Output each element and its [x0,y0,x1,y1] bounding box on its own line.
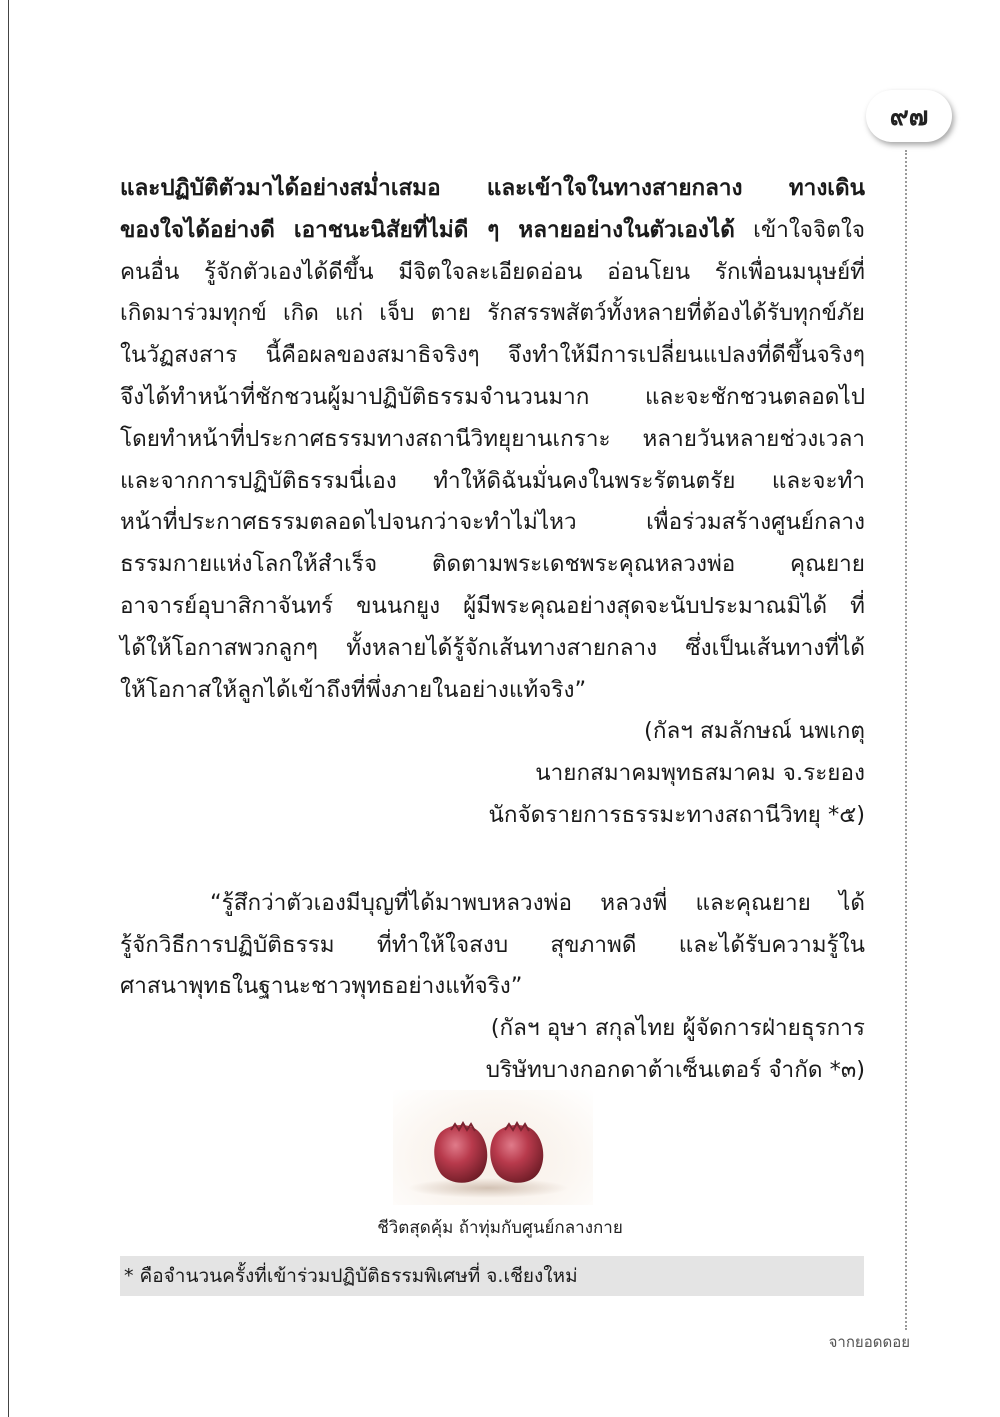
testimony1-attribution-role: นักจัดรายการธรรมะทางสถานีวิทยุ *๕) [488,801,865,828]
dotted-margin-rule [905,150,907,1330]
testimony1-line: หน้าที่ประกาศธรรมตลอดไปจนกว่าจะทำไม่ไหว เพื่อร่วมสร้างศูนย์กลาง [120,509,865,536]
testimony2-attribution-company: บริษัทบางกอกดาต้าเซ็นเตอร์ จำกัด *๓) [485,1056,865,1083]
page-number-badge [866,90,952,142]
testimony1-attribution-name: (กัลฯ สมลักษณ์ นพเกตุ [644,718,865,745]
page-number: ๙๗ [889,101,929,132]
figure-caption: ชีวิตสุดคุ้ม ถ้าทุ่มกับศูนย์กลางกาย [377,1218,623,1238]
testimony1-line: คนอื่น รู้จักตัวเองได้ดีขึ้น มีจิตใจละเอียดอ่อน อ่อนโยน รักเพื่อนมนุษย์ที่ [120,258,865,285]
testimony1-line: และจากการปฏิบัติธรรมนี่เอง ทำให้ดิฉันมั่นคงในพระรัตนตรัย และจะทำ [120,467,865,494]
testimony1-line: จึงได้ทำหน้าที่ชักชวนผู้มาปฏิบัติธรรมจำนวนมาก และจะชักชวนตลอดไป [120,383,865,410]
testimony1-line: ในวัฏสงสาร นี้คือผลของสมาธิจริงๆ จึงทำให้มีการเปลี่ยนแปลงที่ดีขึ้นจริงๆ [120,342,865,369]
testimony1-bold-segment: ของใจได้อย่างดี เอาชนะนิสัยที่ไม่ดี ๆ หลายอย่างในตัวเองได้ [120,216,735,243]
testimony1-line: อาจารย์อุบาสิกาจันทร์ ขนนกยูง ผู้มีพระคุณอย่างสุดจะนับประมาณมิได้ ที่ [120,592,865,619]
footnote-box [120,1256,864,1296]
testimony1-line: และปฏิบัติตัวมาได้อย่างสม่ำเสมอ และเข้าใจในทางสายกลาง ทางเดิน [120,175,865,201]
main-text-block [120,168,865,1092]
section-gap [120,837,865,883]
testimony1-line [120,210,865,252]
page-left-border [8,0,9,1417]
running-footer: จากยอดดอย [828,1333,910,1351]
testimony1-line: ได้ให้โอกาสพวกลูกๆ ทั้งหลายได้รู้จักเส้นทางสายกลาง ซึ่งเป็นเส้นทางที่ได้ [120,634,865,661]
testimony1-line: ธรรมกายแห่งโลกให้สำเร็จ ติดตามพระเดชพระคุณหลวงพ่อ คุณยาย [120,551,865,578]
testimony2-line: รู้จักวิธีการปฏิบัติธรรม ที่ทำให้ใจสงบ สุขภาพดี และได้รับความรู้ใน [120,931,865,958]
fruit-image [393,1090,593,1205]
testimony1-line: ให้โอกาสให้ลูกได้เข้าถึงที่พึ่งภายในอย่างแท้จริง” [120,676,587,703]
testimony1-attribution-role: นายกสมาคมพุทธสมาคม จ.ระยอง [535,760,865,787]
testimony1-line: โดยทำหน้าที่ประกาศธรรมทางสถานีวิทยุยานเกราะ หลายวันหลายช่วงเวลา [120,425,865,452]
testimony2-line: “รู้สึกว่าตัวเองมีบุญที่ได้มาพบหลวงพ่อ หลวงพี่ และคุณยาย ได้ [210,889,865,916]
testimony2-attribution-name: (กัลฯ อุษา สกุลไทย ผู้จัดการฝ่ายธุรการ [490,1015,865,1042]
testimony1-line: เกิดมาร่วมทุกข์ เกิด แก่ เจ็บ ตาย รักสรรพสัตว์ทั้งหลายที่ต้องได้รับทุกข์ภัย [120,300,865,327]
testimony1-segment: เข้าใจจิตใจ [753,216,865,243]
testimony2-line: ศาสนาพุทธในฐานะชาวพุทธอย่างแท้จริง” [120,973,523,1000]
footnote-text: * คือจำนวนครั้งที่เข้าร่วมปฏิบัติธรรมพิเศษที่ จ.เชียงใหม่ [124,1265,578,1287]
fruit-illustration [393,1090,593,1205]
